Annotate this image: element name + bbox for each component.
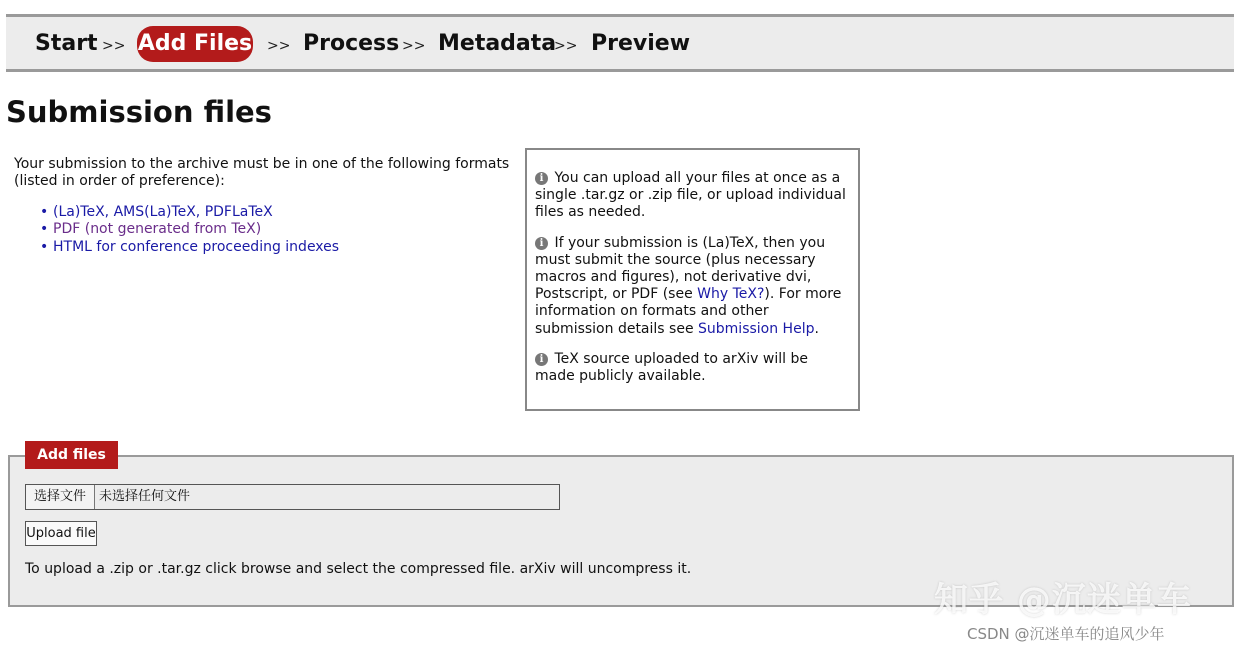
info-tip-public bbox=[535, 351, 850, 385]
bullet-icon: • bbox=[40, 204, 49, 220]
format-list bbox=[14, 204, 339, 256]
file-input[interactable] bbox=[25, 484, 560, 510]
file-status-text: 未选择任何文件 bbox=[99, 489, 191, 504]
step-separator: >> bbox=[102, 38, 126, 54]
list-item bbox=[14, 204, 339, 221]
add-files-legend: Add files bbox=[25, 441, 118, 469]
step-separator: >> bbox=[267, 38, 291, 54]
format-intro-text: Your submission to the archive must be in one of the following formats (listed in order of preference): bbox=[14, 156, 510, 189]
format-link-latex[interactable]: (La)TeX, AMS(La)TeX, PDFLaTeX bbox=[53, 204, 273, 220]
format-link-html[interactable]: HTML for conference proceeding indexes bbox=[53, 238, 340, 255]
info-icon: i bbox=[535, 237, 548, 250]
why-tex-link[interactable]: Why TeX? bbox=[697, 286, 765, 303]
info-box bbox=[525, 148, 860, 411]
step-preview[interactable]: Preview bbox=[591, 31, 691, 56]
watermark-csdn: CSDN @沉迷单车的追风少年 bbox=[967, 625, 1165, 643]
info-icon: i bbox=[535, 353, 548, 366]
step-start[interactable]: Start bbox=[35, 31, 98, 56]
format-link-pdf[interactable]: PDF (not generated from TeX) bbox=[53, 221, 262, 238]
info-tip-source-text-middle: ). For more information on formats and other submission details see bbox=[535, 286, 842, 337]
page-title: Submission files bbox=[6, 95, 272, 129]
info-tip-source-text: If your submission is (La)TeX, then you must submit the source (plus necessary macros and figures), not derivative dvi, Postscript, or PDF (see bbox=[535, 234, 826, 303]
step-separator: >> bbox=[554, 38, 578, 54]
progress-bar bbox=[6, 14, 1234, 72]
info-tip-source bbox=[535, 235, 850, 338]
info-tip-source-text-end: . bbox=[814, 320, 819, 337]
submission-help-link[interactable]: Submission Help bbox=[698, 320, 815, 337]
watermark-zhihu: 知乎 @沉迷单车 bbox=[934, 580, 1192, 620]
step-add-files-active[interactable]: Add Files bbox=[137, 26, 253, 62]
list-item bbox=[14, 239, 339, 256]
info-tip-public-text: TeX source uploaded to arXiv will be made publicly available. bbox=[535, 350, 808, 385]
upload-file-button[interactable]: Upload file bbox=[25, 521, 97, 546]
list-item bbox=[14, 221, 339, 238]
choose-file-button[interactable]: 选择文件 bbox=[26, 485, 95, 509]
step-process[interactable]: Process bbox=[303, 31, 400, 56]
upload-hint-text: To upload a .zip or .tar.gz click browse and select the compressed file. arXiv will uncompress it. bbox=[25, 561, 692, 577]
info-tip-upload-text: You can upload all your files at once as a single .tar.gz or .zip file, or upload individual files as needed. bbox=[535, 170, 846, 221]
info-icon: i bbox=[535, 172, 548, 185]
bullet-icon: • bbox=[40, 238, 49, 255]
bullet-icon: • bbox=[40, 221, 49, 238]
step-separator: >> bbox=[402, 38, 426, 54]
info-tip-upload bbox=[535, 170, 850, 222]
step-metadata[interactable]: Metadata bbox=[438, 31, 557, 56]
